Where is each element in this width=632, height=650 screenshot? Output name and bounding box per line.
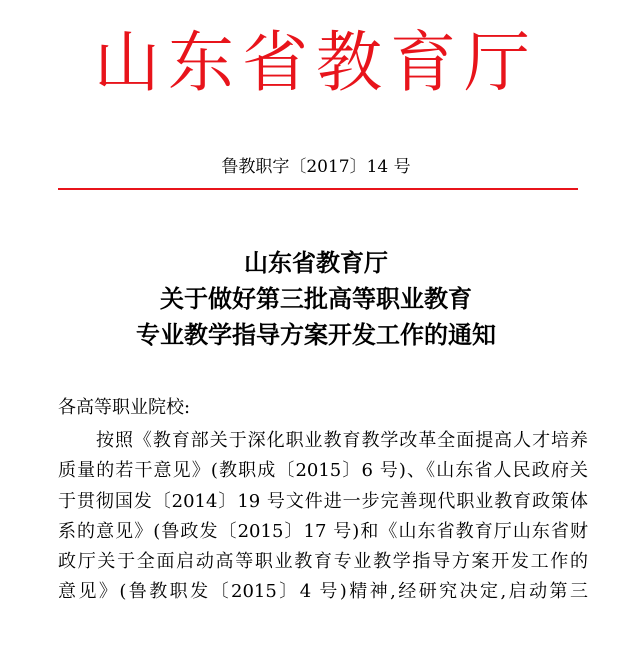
body-line-4: 系的意见》(鲁政发〔2015〕17 号)和《山东省教育厅山东省财 bbox=[58, 520, 588, 542]
red-divider-line bbox=[58, 188, 578, 190]
body-line-5: 政厅关于全面启动高等职业教育专业教学指导方案开发工作的 bbox=[58, 551, 588, 573]
title-line-3: 专业教学指导方案开发工作的通知 bbox=[136, 321, 496, 349]
title-line-2: 关于做好第三批高等职业教育 bbox=[160, 285, 472, 313]
salutation: 各高等职业院校: bbox=[58, 397, 191, 418]
title-line-1: 山东省教育厅 bbox=[244, 249, 388, 277]
letterhead-issuer: 山东省教育厅 bbox=[94, 24, 538, 101]
body-line-2: 质量的若干意见》(教职成〔2015〕6 号)、《山东省人民政府关 bbox=[58, 460, 588, 482]
document-number: 鲁教职字〔2017〕14 号 bbox=[221, 157, 411, 177]
body-line-3: 于贯彻国发〔2014〕19 号文件进一步完善现代职业教育政策体 bbox=[58, 490, 588, 512]
document-title bbox=[0, 245, 632, 353]
body-paragraph bbox=[58, 426, 588, 608]
body-line-1: 按照《教育部关于深化职业教育教学改革全面提高人才培养 bbox=[96, 430, 588, 451]
body-line-6: 意见》(鲁教职发〔2015〕4 号)精神,经研究决定,启动第三 bbox=[58, 581, 588, 603]
